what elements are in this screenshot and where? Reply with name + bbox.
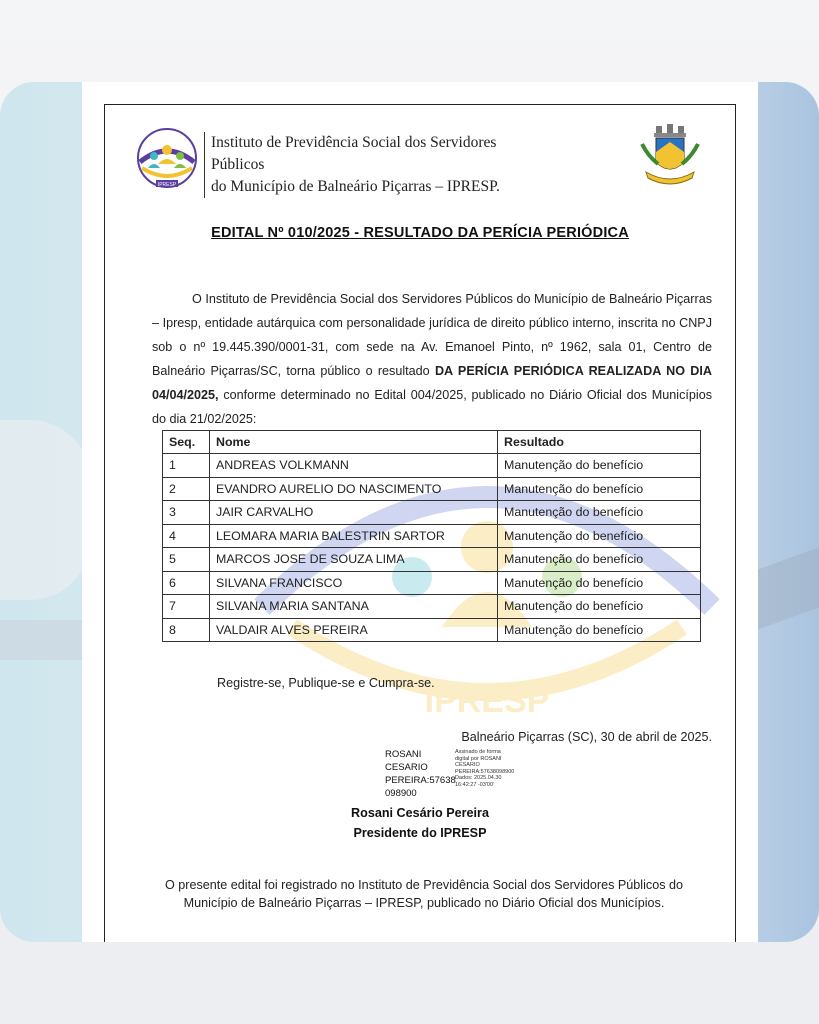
digital-signature-details bbox=[455, 749, 525, 788]
cell-name: SILVANA FRANCISCO bbox=[210, 571, 498, 595]
closing-text: Registre-se, Publique-se e Cumpra-se. bbox=[217, 676, 435, 690]
table-row bbox=[163, 595, 701, 619]
table-row bbox=[163, 524, 701, 548]
cell-name: SILVANA MARIA SANTANA bbox=[210, 595, 498, 619]
background-hand-shape bbox=[0, 420, 90, 600]
intro-bold: DA PERÍCIA PERIÓDICA REALIZADA NO DIA 04/04/2025, bbox=[152, 364, 712, 402]
institute-line-1: Instituto de Previdência Social dos Servidores Públicos bbox=[211, 134, 497, 173]
table-header-row bbox=[163, 431, 701, 454]
signature-detail-line: digital por ROSANI bbox=[455, 755, 502, 762]
ipresp-logo bbox=[134, 128, 200, 192]
signature-name-line: ROSANI bbox=[385, 749, 422, 760]
cell-name: LEOMARA MARIA BALESTRIN SARTOR bbox=[210, 524, 498, 548]
document-page bbox=[82, 82, 758, 942]
cell-result: Manutenção do benefício bbox=[498, 571, 701, 595]
background-pen-shape bbox=[0, 620, 90, 660]
cell-name: MARCOS JOSE DE SOUZA LIMA bbox=[210, 548, 498, 572]
header-result: Resultado bbox=[498, 431, 701, 454]
cell-seq: 1 bbox=[163, 454, 210, 478]
digital-signature-name bbox=[385, 748, 455, 800]
signature-detail-line: CESARIO bbox=[455, 762, 480, 768]
cell-name: VALDAIR ALVES PEREIRA bbox=[210, 618, 498, 642]
signature-detail-line: Assinado de forma bbox=[455, 749, 501, 755]
cell-seq: 5 bbox=[163, 548, 210, 572]
institute-line-2: do Município de Balneário Piçarras – IPRESP. bbox=[211, 178, 500, 195]
municipal-crest-icon bbox=[634, 122, 706, 194]
intro-paragraph bbox=[152, 287, 712, 431]
cell-result: Manutenção do benefício bbox=[498, 477, 701, 501]
cell-result: Manutenção do benefício bbox=[498, 618, 701, 642]
institute-name bbox=[204, 132, 511, 198]
table-row bbox=[163, 618, 701, 642]
cell-result: Manutenção do benefício bbox=[498, 501, 701, 525]
edital-title: EDITAL Nº 010/2025 - RESULTADO DA PERÍCIA PERIÓDICA bbox=[211, 225, 629, 241]
signature-name-line: CESARIO bbox=[385, 762, 428, 773]
cell-result: Manutenção do benefício bbox=[498, 548, 701, 572]
signature-name-line: PEREIRA:57638 bbox=[385, 775, 456, 786]
table-row bbox=[163, 548, 701, 572]
cell-result: Manutenção do benefício bbox=[498, 524, 701, 548]
cell-name: JAIR CARVALHO bbox=[210, 501, 498, 525]
cell-seq: 8 bbox=[163, 618, 210, 642]
cell-seq: 4 bbox=[163, 524, 210, 548]
watermark-text: IPRESP bbox=[424, 682, 550, 720]
cell-seq: 3 bbox=[163, 501, 210, 525]
signer-name: Rosani Cesário Pereira bbox=[351, 806, 489, 820]
intro-text-2: conforme determinado no Edital 004/2025, publicado no Diário Oficial dos Municípios do dia 21/02/2025: bbox=[152, 388, 712, 426]
header-name: Nome bbox=[210, 431, 498, 454]
intro-text-1: O Instituto de Previdência Social dos Servidores Públicos do Município de Balneário Piçarras – Ipresp, entidade autárquica com personalidade jurídica de direito público interno, inscrita no CNPJ sob o nº 19.445.390/0001-31, com sede na Av. Emanoel Pinto, nº 1962, sala 01, Centro de Balneário Piçarras/SC, torna público o resultado bbox=[152, 292, 712, 378]
signature-detail-line: Dados: 2025.04.30 bbox=[455, 775, 502, 781]
table-row bbox=[163, 501, 701, 525]
date-line: Balneário Piçarras (SC), 30 de abril de 2025. bbox=[461, 730, 712, 744]
signer-role: Presidente do IPRESP bbox=[353, 826, 487, 840]
cell-name: ANDREAS VOLKMANN bbox=[210, 454, 498, 478]
table-row bbox=[163, 477, 701, 501]
cell-result: Manutenção do benefício bbox=[498, 595, 701, 619]
signature-detail-line: 16:42:27 -03'00' bbox=[455, 781, 495, 788]
signer-block bbox=[82, 803, 758, 843]
table-row bbox=[163, 454, 701, 478]
header-seq: Seq. bbox=[163, 431, 210, 454]
cell-seq: 2 bbox=[163, 477, 210, 501]
cell-result: Manutenção do benefício bbox=[498, 454, 701, 478]
table-row bbox=[163, 571, 701, 595]
cell-name: EVANDRO AURELIO DO NASCIMENTO bbox=[210, 477, 498, 501]
signature-name-line: 098900 bbox=[385, 788, 417, 799]
results-table bbox=[162, 430, 701, 642]
footer-note: O presente edital foi registrado no Instituto de Previdência Social dos Servidores Públicos do Município de Balneário Piçarras – IPRESP, publicado no Diário Oficial dos Municípios. bbox=[164, 878, 684, 910]
signature-detail-line: PEREIRA:57638098900 bbox=[455, 768, 515, 775]
cell-seq: 7 bbox=[163, 595, 210, 619]
logo-text: IPRESP bbox=[157, 181, 177, 188]
cell-seq: 6 bbox=[163, 571, 210, 595]
